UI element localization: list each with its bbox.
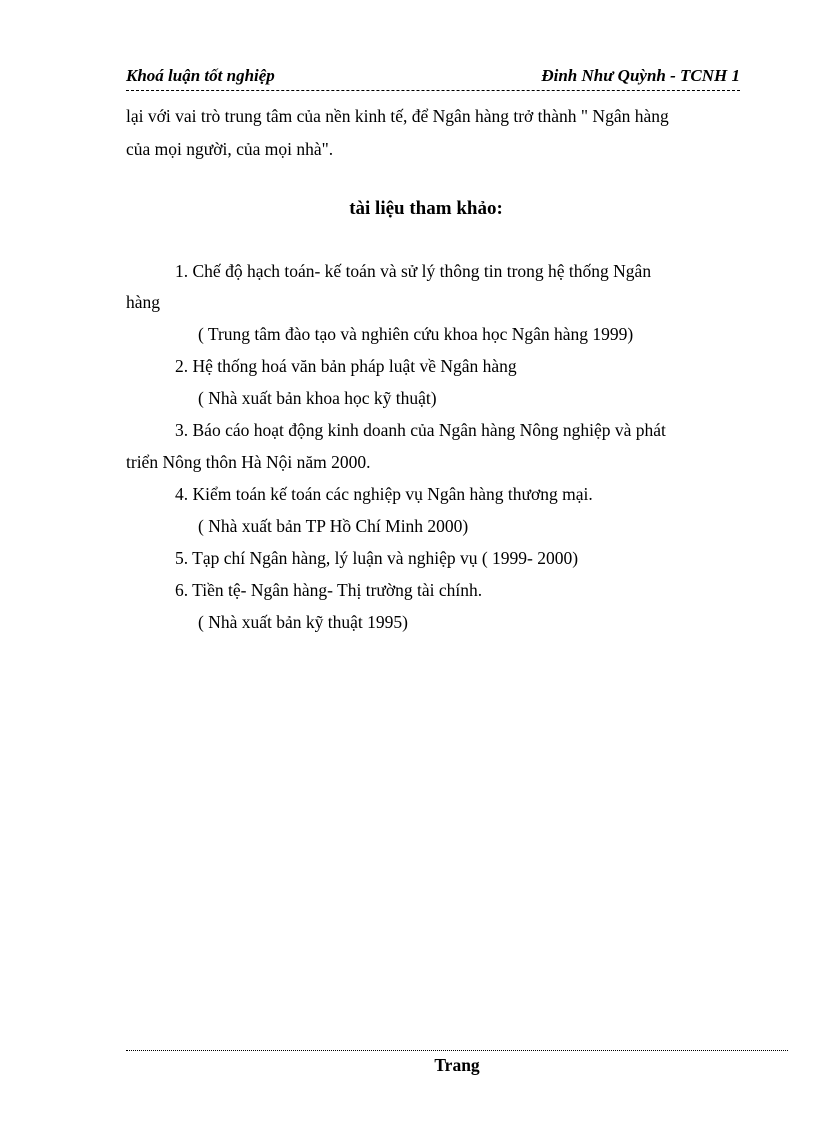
reference-4-line-1: 4. Kiểm toán kế toán các nghiệp vụ Ngân hàng thương mại.: [175, 484, 593, 504]
reference-2-line-1: 2. Hệ thống hoá văn bản pháp luật về Ngân hàng: [175, 356, 517, 376]
reference-3-line-2: triển Nông thôn Hà Nội năm 2000.: [126, 452, 371, 472]
reference-2-source: ( Nhà xuất bản khoa học kỹ thuật): [198, 388, 437, 408]
reference-6-line-1: 6. Tiền tệ- Ngân hàng- Thị trường tài chính.: [175, 580, 483, 600]
footer-page-label: Trang: [434, 1055, 480, 1075]
section-title: tài liệu tham khảo:: [349, 198, 503, 219]
reference-5-line-1: 5. Tạp chí Ngân hàng, lý luận và nghiệp vụ ( 1999- 2000): [175, 548, 579, 568]
page-header: [126, 66, 740, 91]
intro-line-2: của mọi người, của mọi nhà".: [126, 139, 334, 159]
reference-3-line-1: 3. Báo cáo hoạt động kinh doanh của Ngân hàng Nông nghiệp và phát: [175, 420, 666, 440]
intro-line-1: lại với vai trò trung tâm của nền kinh tế, để Ngân hàng trở thành " Ngân hàng: [126, 106, 669, 126]
reference-1-line-1: 1. Chế độ hạch toán- kế toán và sử lý thông tin trong hệ thống Ngân: [175, 261, 652, 281]
footer-divider: [126, 1050, 788, 1051]
header-thesis-title: Khoá luận tốt nghiệp: [126, 66, 275, 85]
header-author: Đinh Như Quỳnh - TCNH 1: [541, 66, 740, 85]
reference-4-source: ( Nhà xuất bản TP Hồ Chí Minh 2000): [198, 516, 469, 536]
reference-1-line-2: hàng: [126, 292, 161, 312]
reference-6-source: ( Nhà xuất bản kỹ thuật 1995): [198, 612, 408, 632]
reference-1-source: ( Trung tâm đào tạo và nghiên cứu khoa học Ngân hàng 1999): [198, 324, 634, 344]
